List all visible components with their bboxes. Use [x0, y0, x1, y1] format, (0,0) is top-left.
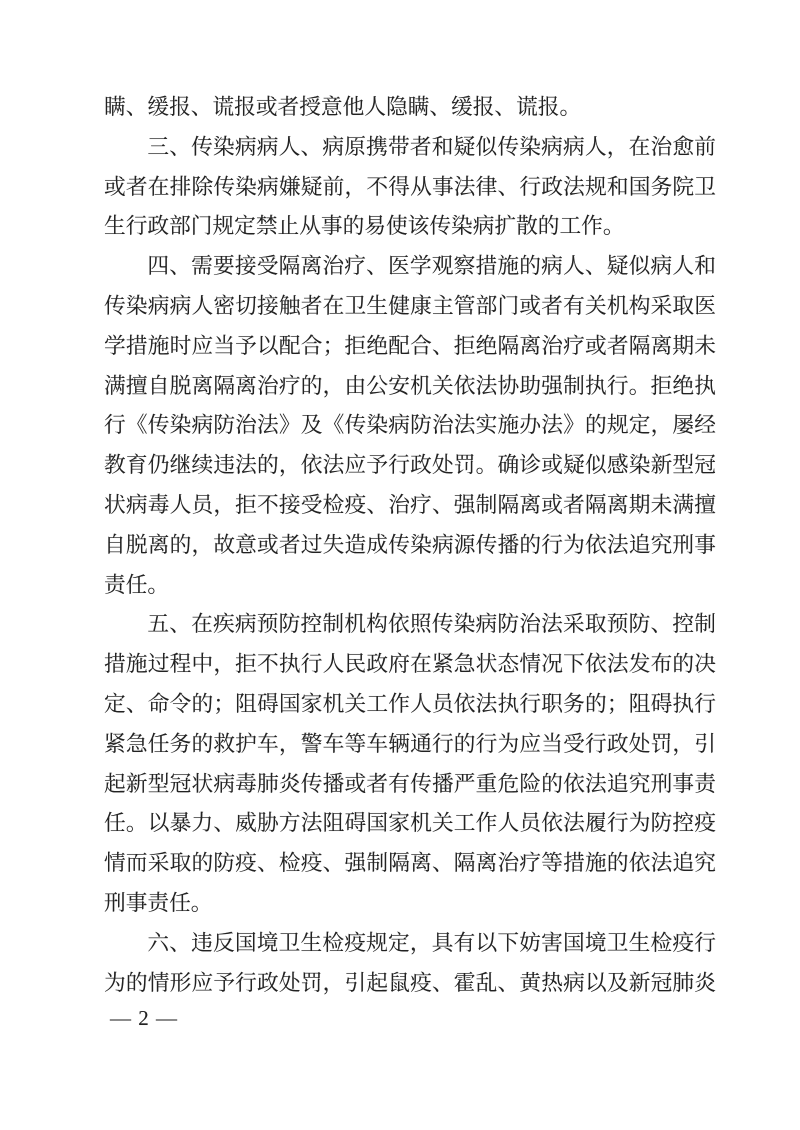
text-line: 生行政部门规定禁止从事的易使该传染病扩散的工作。	[104, 214, 625, 239]
document-body	[104, 88, 716, 1003]
text-line: 责任。	[104, 572, 170, 597]
text-line: 或者在排除传染病嫌疑前，不得从事法律、行政法规和国务院卫	[104, 174, 716, 199]
text-line: 学措施时应当予以配合；拒绝配合、拒绝隔离治疗或者隔离期未	[104, 333, 716, 358]
text-line: 起新型冠状病毒肺炎传播或者有传播严重危险的依法追究刑事责	[104, 771, 716, 796]
text-line: 瞒、缓报、谎报或者授意他人隐瞒、缓报、谎报。	[104, 95, 582, 119]
text-line: 刑事责任。	[104, 890, 213, 915]
text-line: 三、传染病病人、病原携带者和疑似传染病病人，在治愈前	[147, 134, 716, 159]
text-line: 定、命令的；阻碍国家机关工作人员依法执行职务的；阻碍执行	[104, 691, 716, 716]
text-line: 情而采取的防疫、检疫、强制隔离、隔离治疗等措施的依法追究	[104, 851, 716, 876]
text-line: 六、违反国境卫生检疫规定，具有以下妨害国境卫生检疫行	[147, 930, 716, 955]
text-line: 任。以暴力、威胁方法阻碍国家机关工作人员依法履行为防控疫	[104, 811, 716, 836]
page-number: — 2 —	[110, 1006, 178, 1030]
text-line: 行《传染病防治法》及《传染病防治法实施办法》的规定，屡经	[104, 413, 716, 438]
text-line: 为的情形应予行政处罚，引起鼠疫、霍乱、黄热病以及新冠肺炎	[104, 970, 716, 995]
text-line: 措施过程中，拒不执行人民政府在紧急状态情况下依法发布的决	[104, 652, 716, 677]
text-line: 传染病病人密切接触者在卫生健康主管部门或者有关机构采取医	[104, 293, 716, 318]
text-line: 满擅自脱离隔离治疗的，由公安机关依法协助强制执行。拒绝执	[104, 373, 716, 398]
text-line: 五、在疾病预防控制机构依照传染病防治法采取预防、控制	[147, 612, 716, 637]
text-line: 自脱离的，故意或者过失造成传染病源传播的行为依法追究刑事	[104, 532, 716, 557]
text-line: 四、需要接受隔离治疗、医学观察措施的病人、疑似病人和	[147, 254, 716, 279]
text-line: 教育仍继续违法的，依法应予行政处罚。确诊或疑似感染新型冠	[104, 453, 716, 478]
text-line: 状病毒人员，拒不接受检疫、治疗、强制隔离或者隔离期未满擅	[104, 492, 716, 517]
text-line: 紧急任务的救护车，警车等车辆通行的行为应当受行政处罚，引	[104, 731, 716, 756]
